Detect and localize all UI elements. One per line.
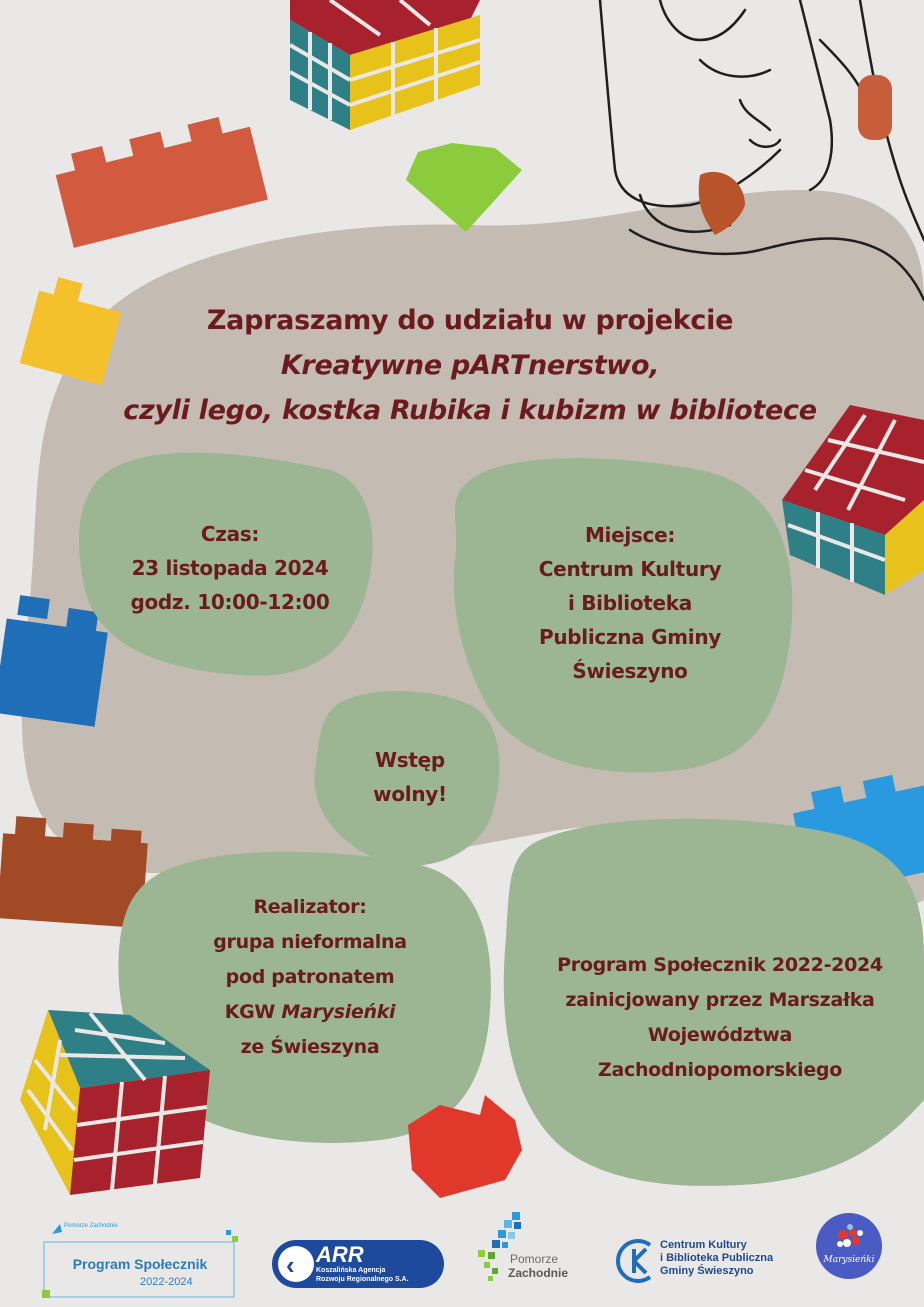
organizer-line-2: pod patronatem bbox=[225, 966, 395, 988]
ck-line-2: i Biblioteka Publiczna bbox=[660, 1252, 774, 1264]
arr-circle bbox=[278, 1246, 314, 1282]
title-line-3: czyli lego, kostka Rubika i kubizm w bibliotece bbox=[123, 395, 817, 426]
rubik-cube-top bbox=[290, 0, 480, 130]
arr-line-1: Koszalińska Agencja bbox=[316, 1267, 386, 1274]
arr-letters: ARR bbox=[316, 1242, 364, 1267]
time-hours: godz. 10:00-12:00 bbox=[130, 590, 330, 614]
time-block bbox=[100, 517, 360, 619]
pomorze-line-1: Pomorze bbox=[510, 1252, 559, 1266]
spolecznik-title: Program Społecznik bbox=[72, 1256, 208, 1272]
marysienki-text: Marysieńki bbox=[823, 1255, 875, 1265]
title-line-2: Kreatywne pARTnerstwo, bbox=[280, 350, 660, 381]
place-line-1: Centrum Kultury bbox=[538, 557, 722, 581]
spolecznik-years: 2022-2024 bbox=[140, 1276, 193, 1288]
organizer-block bbox=[150, 890, 470, 1065]
invitation-title bbox=[80, 298, 860, 433]
organizer-line-3 bbox=[150, 995, 470, 1030]
place-line-3: Publiczna Gminy bbox=[538, 625, 721, 649]
ck-line-1: Centrum Kultury bbox=[660, 1239, 747, 1251]
title-line-1: Zapraszamy do udziału w projekcie bbox=[206, 305, 734, 336]
rust-oval bbox=[858, 75, 892, 140]
time-date: 23 listopada 2024 bbox=[131, 556, 329, 580]
ck-icon bbox=[614, 1237, 656, 1285]
lego-orange-top bbox=[52, 110, 268, 248]
organizer-heading: Realizator: bbox=[253, 896, 367, 918]
logo-centrum-kultury bbox=[614, 1235, 804, 1290]
program-line-1: Program Społecznik 2022-2024 bbox=[557, 954, 883, 976]
arr-line-2: Rozwoju Regionalnego S.A. bbox=[316, 1276, 409, 1283]
logo-pomorze-zachodnie bbox=[474, 1210, 584, 1290]
program-line-3: Województwa bbox=[647, 1024, 793, 1046]
ck-line-3: Gminy Świeszyno bbox=[660, 1265, 754, 1277]
place-line-4: Świeszyno bbox=[572, 659, 688, 683]
green-gem bbox=[406, 143, 522, 232]
marysienki-flowers-icon bbox=[816, 1213, 882, 1279]
organizer-line-3-prefix: KGW bbox=[224, 1001, 282, 1023]
entry-line-2: wolny! bbox=[373, 782, 447, 806]
program-line-4: Zachodniopomorskiego bbox=[597, 1059, 842, 1081]
organizer-line-3-name: Marysieńki bbox=[281, 1001, 396, 1023]
place-block bbox=[490, 518, 770, 688]
arr-chevron-icon: ‹ bbox=[286, 1250, 295, 1280]
logo-marysienki bbox=[816, 1213, 882, 1279]
place-line-2: i Biblioteka bbox=[567, 591, 692, 615]
entry-line-1: Wstęp bbox=[375, 748, 445, 772]
spolecznik-small-text: Pomorze Zachodnie bbox=[64, 1223, 118, 1229]
pomorze-line-2: Zachodnie bbox=[508, 1266, 569, 1280]
sponsor-logos bbox=[0, 1205, 924, 1305]
organizer-line-4: ze Świeszyna bbox=[240, 1036, 380, 1058]
entry-block bbox=[340, 743, 480, 811]
organizer-line-1: grupa nieformalna bbox=[213, 931, 407, 953]
program-line-2: zainicjowany przez Marszałka bbox=[565, 989, 875, 1011]
logo-arr bbox=[272, 1240, 444, 1290]
logo-program-spolecznik bbox=[40, 1220, 240, 1302]
program-block bbox=[520, 948, 920, 1088]
time-heading: Czas: bbox=[200, 522, 260, 546]
place-heading: Miejsce: bbox=[584, 523, 676, 547]
